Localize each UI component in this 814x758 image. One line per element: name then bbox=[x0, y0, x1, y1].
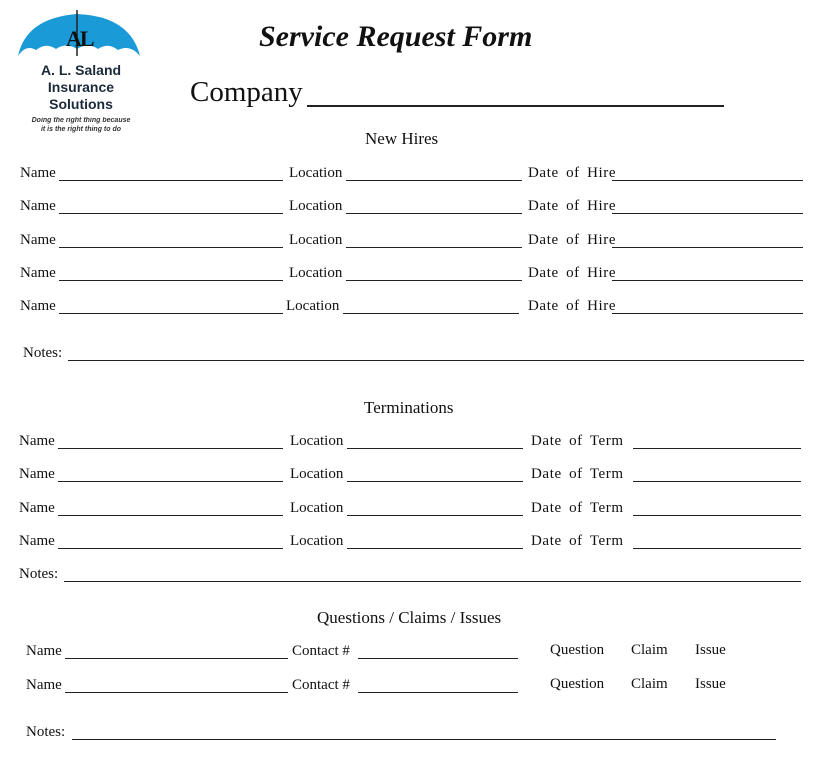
form-title: Service Request Form bbox=[259, 20, 533, 53]
location-label: Location bbox=[286, 298, 340, 314]
name-input-line[interactable] bbox=[65, 692, 288, 693]
date-of-term-input-line[interactable] bbox=[633, 548, 801, 549]
logo bbox=[14, 6, 148, 142]
date-of-hire-input-line[interactable] bbox=[612, 280, 803, 281]
logo-name-line2: Insurance bbox=[47, 79, 115, 95]
name-label: Name bbox=[19, 433, 55, 449]
location-label: Location bbox=[289, 165, 343, 181]
logo-name-line1: A. L. Saland bbox=[40, 62, 122, 78]
location-input-line[interactable] bbox=[347, 448, 523, 449]
logo-name-line3: Solutions bbox=[49, 96, 113, 112]
name-label: Name bbox=[20, 298, 56, 314]
questions-heading: Questions / Claims / Issues bbox=[317, 608, 502, 627]
date-of-term-input-line[interactable] bbox=[633, 481, 801, 482]
date-of-hire-input-line[interactable] bbox=[612, 247, 803, 248]
name-input-line[interactable] bbox=[58, 448, 283, 449]
location-label: Location bbox=[290, 433, 344, 449]
contact-input-line[interactable] bbox=[358, 658, 518, 659]
name-label: Name bbox=[19, 533, 55, 549]
date-of-term-label: Date of Term bbox=[531, 466, 624, 482]
location-label: Location bbox=[289, 198, 343, 214]
name-label: Name bbox=[20, 165, 56, 181]
company-input-line[interactable] bbox=[307, 105, 724, 107]
option-claim[interactable]: Claim bbox=[631, 676, 668, 692]
logo-tagline-line1: Doing the right thing because bbox=[31, 117, 131, 124]
location-label: Location bbox=[290, 533, 344, 549]
notes-label: Notes: bbox=[19, 566, 59, 582]
location-label: Location bbox=[290, 500, 344, 516]
option-issue[interactable]: Issue bbox=[695, 676, 726, 692]
new-hires-heading: New Hires bbox=[365, 129, 439, 148]
date-of-hire-label: Date of Hire bbox=[528, 265, 617, 281]
name-label: Name bbox=[26, 643, 62, 659]
name-input-line[interactable] bbox=[59, 180, 283, 181]
name-input-line[interactable] bbox=[65, 658, 288, 659]
name-input-line[interactable] bbox=[59, 280, 283, 281]
name-label: Name bbox=[26, 677, 62, 693]
name-input-line[interactable] bbox=[59, 313, 283, 314]
date-of-hire-label: Date of Hire bbox=[528, 198, 617, 214]
date-of-term-label: Date of Term bbox=[531, 533, 624, 549]
company-label: Company bbox=[190, 76, 303, 108]
notes-label: Notes: bbox=[26, 724, 66, 740]
name-label: Name bbox=[20, 198, 56, 214]
contact-input-line[interactable] bbox=[358, 692, 518, 693]
date-of-hire-label: Date of Hire bbox=[528, 232, 617, 248]
location-input-line[interactable] bbox=[347, 481, 523, 482]
logo-monogram: AL bbox=[66, 26, 93, 51]
name-label: Name bbox=[19, 466, 55, 482]
option-issue[interactable]: Issue bbox=[695, 642, 726, 658]
location-input-line[interactable] bbox=[346, 280, 522, 281]
notes-input-line[interactable] bbox=[68, 360, 804, 361]
option-claim[interactable]: Claim bbox=[631, 642, 668, 658]
location-input-line[interactable] bbox=[347, 548, 523, 549]
option-question[interactable]: Question bbox=[550, 676, 605, 692]
name-label: Name bbox=[20, 265, 56, 281]
date-of-hire-label: Date of Hire bbox=[528, 298, 617, 314]
location-label: Location bbox=[289, 265, 343, 281]
contact-label: Contact # bbox=[292, 677, 350, 693]
location-label: Location bbox=[289, 232, 343, 248]
location-input-line[interactable] bbox=[343, 313, 519, 314]
location-input-line[interactable] bbox=[346, 213, 522, 214]
date-of-hire-label: Date of Hire bbox=[528, 165, 617, 181]
contact-label: Contact # bbox=[292, 643, 350, 659]
name-input-line[interactable] bbox=[59, 213, 283, 214]
date-of-term-label: Date of Term bbox=[531, 433, 624, 449]
date-of-term-label: Date of Term bbox=[531, 500, 624, 516]
logo-tagline-line2: it is the right thing to do bbox=[40, 126, 122, 133]
notes-input-line[interactable] bbox=[72, 739, 776, 740]
terminations-heading: Terminations bbox=[364, 398, 454, 417]
name-input-line[interactable] bbox=[59, 247, 283, 248]
option-question[interactable]: Question bbox=[550, 642, 605, 658]
date-of-term-input-line[interactable] bbox=[633, 448, 801, 449]
name-label: Name bbox=[19, 500, 55, 516]
location-label: Location bbox=[290, 466, 344, 482]
date-of-hire-input-line[interactable] bbox=[612, 213, 803, 214]
date-of-term-input-line[interactable] bbox=[633, 515, 801, 516]
location-input-line[interactable] bbox=[346, 247, 522, 248]
name-input-line[interactable] bbox=[58, 515, 283, 516]
location-input-line[interactable] bbox=[347, 515, 523, 516]
date-of-hire-input-line[interactable] bbox=[612, 313, 803, 314]
location-input-line[interactable] bbox=[346, 180, 522, 181]
name-input-line[interactable] bbox=[58, 548, 283, 549]
notes-label: Notes: bbox=[23, 345, 63, 361]
notes-input-line[interactable] bbox=[64, 581, 801, 582]
name-label: Name bbox=[20, 232, 56, 248]
name-input-line[interactable] bbox=[58, 481, 283, 482]
date-of-hire-input-line[interactable] bbox=[612, 180, 803, 181]
